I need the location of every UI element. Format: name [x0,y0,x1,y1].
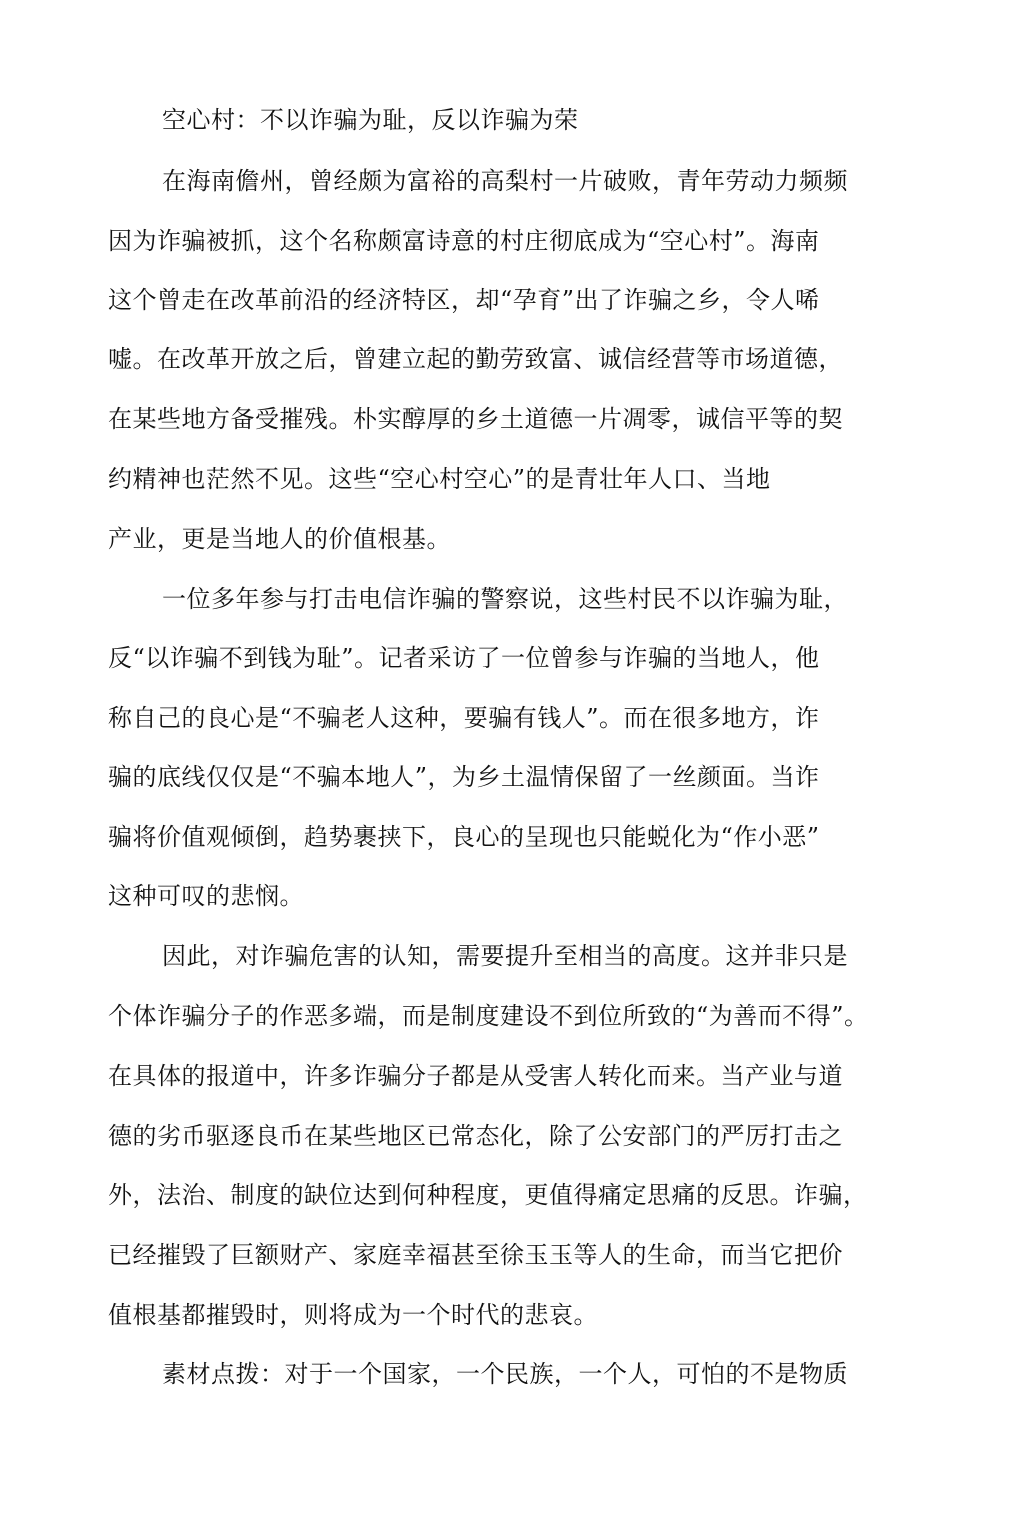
paragraph-line: 值根基都摧毁时，则将成为一个时代的悲哀。 [108,1301,598,1329]
paragraph-line: 在具体的报道中，许多诈骗分子都是从受害人转化而来。当产业与道 [108,1062,843,1090]
paragraph-line: 在某些地方备受摧残。朴实醇厚的乡土道德一片凋零，诚信平等的契 [108,405,843,433]
paragraph-line: 骗的底线仅仅是“不骗本地人”，为乡土温情保留了一丝颜面。当诈 [108,763,820,791]
paragraph-line: 因为诈骗被抓，这个名称颇富诗意的村庄彻底成为“空心村”。海南 [108,227,820,255]
paragraph-line: 外，法治、制度的缺位达到何种程度，更值得痛定思痛的反思。诈骗， [108,1181,868,1209]
paragraph-line: 素材点拨：对于一个国家，一个民族，一个人，可怕的不是物质 [162,1360,848,1388]
paragraph-line: 约精神也茫然不见。这些“空心村空心”的是青壮年人口、当地 [108,465,771,493]
paragraph-line: 已经摧毁了巨额财产、家庭幸福甚至徐玉玉等人的生命，而当它把价 [108,1241,843,1269]
paragraph-line: 这种可叹的悲悯。 [108,882,304,910]
paragraph-line: 称自己的良心是“不骗老人这种，要骗有钱人”。而在很多地方，诈 [108,704,820,732]
paragraph-line: 德的劣币驱逐良币在某些地区已常态化，除了公安部门的严厉打击之 [108,1122,843,1150]
paragraph-line: 嘘。在改革开放之后，曾建立起的勤劳致富、诚信经营等市场道德， [108,345,843,373]
paragraph-line: 骗将价值观倾倒，趋势裹挟下，良心的呈现也只能蜕化为“作小恶” [108,823,820,851]
paragraph-line: 在海南儋州，曾经颇为富裕的高梨村一片破败，青年劳动力频频 [162,167,848,195]
paragraph-line: 这个曾走在改革前沿的经济特区，却“孕育”出了诈骗之乡，令人唏 [108,286,820,314]
paragraph-line: 产业，更是当地人的价值根基。 [108,525,451,553]
paragraph-line: 个体诈骗分子的作恶多端，而是制度建设不到位所致的“为善而不得”。 [108,1002,869,1030]
paragraph-line: 一位多年参与打击电信诈骗的警察说，这些村民不以诈骗为耻， [162,585,848,613]
section-title: 空心村：不以诈骗为耻，反以诈骗为荣 [162,106,579,134]
paragraph-line: 因此，对诈骗危害的认知，需要提升至相当的高度。这并非只是 [162,942,848,970]
paragraph-line: 反“以诈骗不到钱为耻”。记者采访了一位曾参与诈骗的当地人，他 [108,644,820,672]
